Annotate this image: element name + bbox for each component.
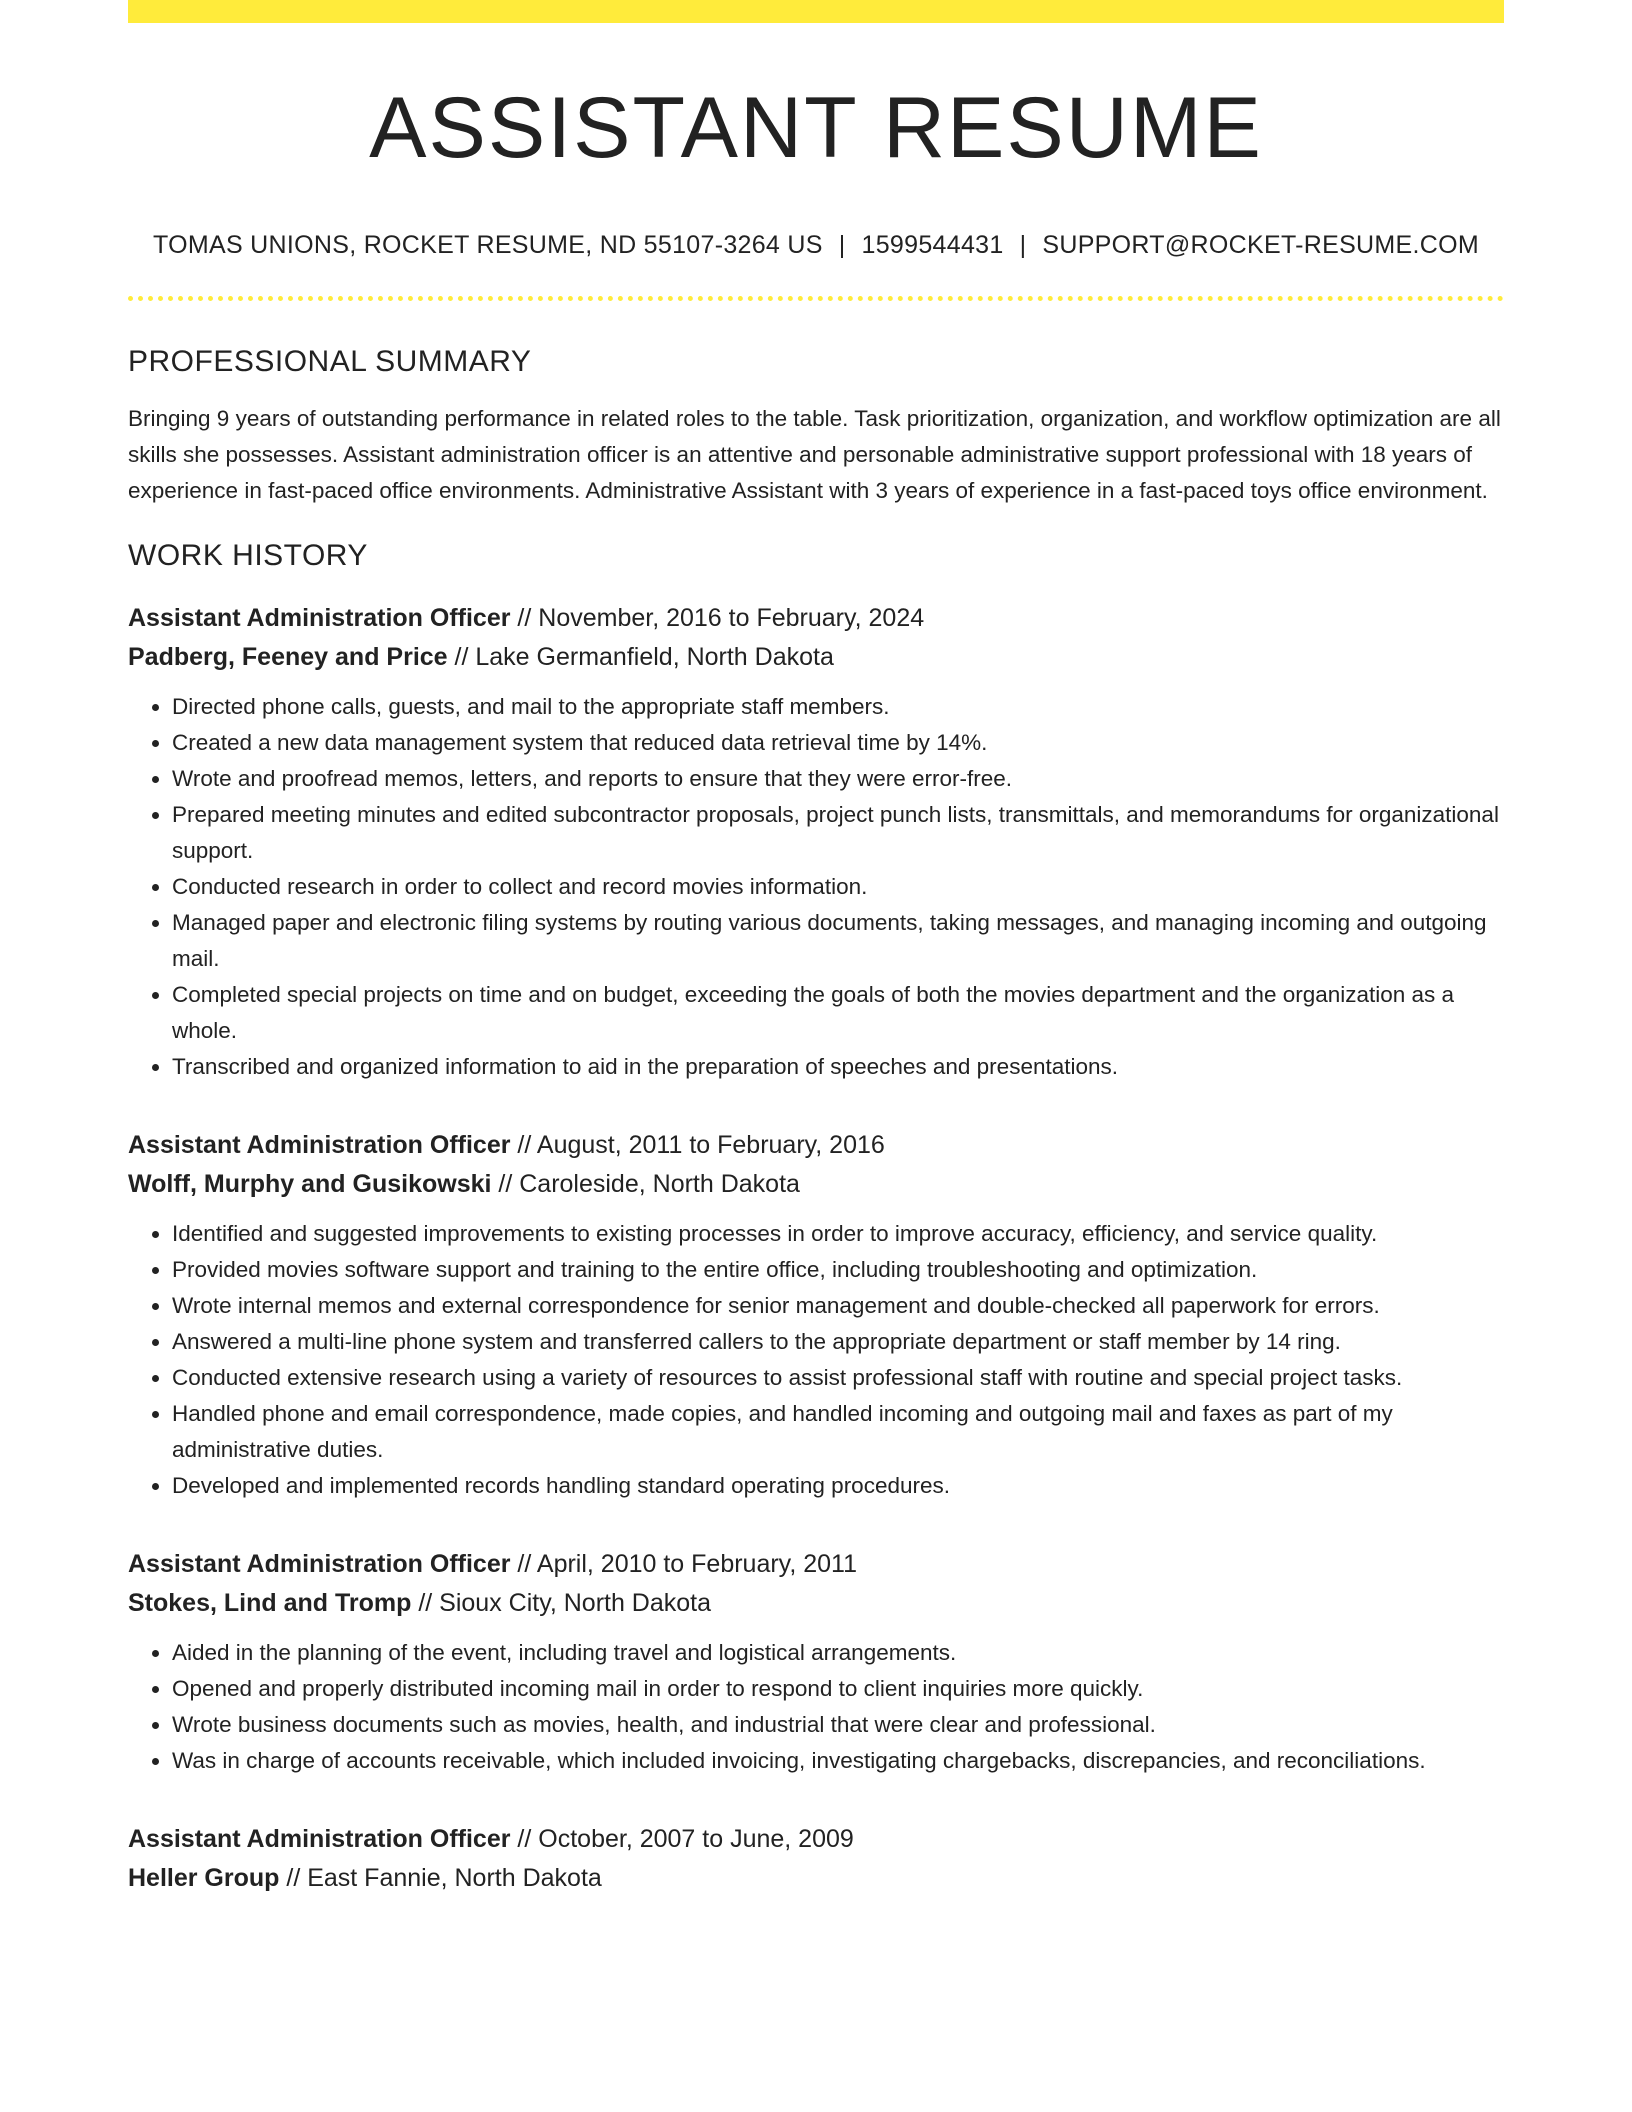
- duty-item: • Prepared meeting minutes and edited subcontractor proposals, project punch lists, transmittals, and memorandums for organizational support.: [172, 797, 1504, 869]
- job-duties-list: [128, 1216, 1504, 1504]
- duty-item: • Transcribed and organized information to aid in the preparation of speeches and presentations.: [172, 1049, 1504, 1085]
- resume-title: ASSISTANT RESUME: [369, 80, 1263, 176]
- contact-separator: |: [1019, 231, 1027, 260]
- contact-separator: |: [838, 231, 846, 260]
- work-history-heading: WORK HISTORY: [128, 539, 368, 573]
- job-title: Assistant Administration Officer: [128, 604, 511, 633]
- job-location: // Caroleside, North Dakota: [491, 1170, 800, 1199]
- job-entry: [128, 1126, 1504, 1504]
- duty-item: • Aided in the planning of the event, including travel and logistical arrangements.: [172, 1635, 1504, 1671]
- accent-top-bar: [128, 0, 1504, 23]
- job-title-line: [128, 1126, 1504, 1165]
- job-company-line: [128, 1584, 1504, 1623]
- job-company: Stokes, Lind and Tromp: [128, 1589, 412, 1618]
- job-title-line: [128, 1820, 1504, 1859]
- contact-phone: 1599544431: [861, 231, 1004, 260]
- summary-text: Bringing 9 years of outstanding performance in related roles to the table. Task prioritization, organization, and workflow optimization are all skills she possesses. Assistant administration officer is an attentive and personable administrative support professional with 18 years of experience in fast-paced office environments. Administrative Assistant with 3 years of experience in a fast-paced toys office environment.: [128, 406, 1501, 504]
- duty-item: • Wrote and proofread memos, letters, and reports to ensure that they were error-free.: [172, 761, 1504, 797]
- duty-item: • Completed special projects on time and on budget, exceeding the goals of both the movies department and the organization as a whole.: [172, 977, 1504, 1049]
- job-dates: // August, 2011 to February, 2016: [510, 1131, 885, 1160]
- job-title: Assistant Administration Officer: [128, 1825, 511, 1854]
- contact-email[interactable]: SUPPORT@ROCKET-RESUME.COM: [1042, 231, 1479, 260]
- resume-page: [128, 0, 1504, 1898]
- job-dates: // October, 2007 to June, 2009: [510, 1825, 854, 1854]
- job-title-line: [128, 1545, 1504, 1584]
- job-company: Padberg, Feeney and Price: [128, 643, 448, 672]
- summary-heading: PROFESSIONAL SUMMARY: [128, 345, 532, 379]
- duty-item: • Identified and suggested improvements to existing processes in order to improve accuracy, efficiency, and service quality.: [172, 1216, 1504, 1252]
- duty-item: • Created a new data management system that reduced data retrieval time by 14%.: [172, 725, 1504, 761]
- job-dates: // November, 2016 to February, 2024: [510, 604, 925, 633]
- dotted-divider: [128, 296, 1504, 301]
- duty-item: • Handled phone and email correspondence, made copies, and handled incoming and outgoing mail and faxes as part of my administrative duties.: [172, 1396, 1504, 1468]
- job-company-line: [128, 1165, 1504, 1204]
- job-spacer: [128, 1504, 1504, 1545]
- job-dates: // April, 2010 to February, 2011: [510, 1550, 857, 1579]
- job-location: // East Fannie, North Dakota: [279, 1864, 602, 1893]
- job-location: // Sioux City, North Dakota: [411, 1589, 712, 1618]
- duty-item: • Answered a multi-line phone system and transferred callers to the appropriate department or staff member by 14 ring.: [172, 1324, 1504, 1360]
- job-location: // Lake Germanfield, North Dakota: [447, 643, 834, 672]
- job-company-line: [128, 638, 1504, 677]
- contact-address: TOMAS UNIONS, ROCKET RESUME, ND 55107-3264 US: [153, 231, 823, 260]
- job-spacer: [128, 1085, 1504, 1126]
- job-company: Heller Group: [128, 1864, 280, 1893]
- duty-item: • Conducted research in order to collect and record movies information.: [172, 869, 1504, 905]
- job-company: Wolff, Murphy and Gusikowski: [128, 1170, 492, 1199]
- job-entry: [128, 599, 1504, 1085]
- duty-item: • Was in charge of accounts receivable, which included invoicing, investigating chargebacks, discrepancies, and reconciliations.: [172, 1743, 1504, 1779]
- duty-item: • Opened and properly distributed incoming mail in order to respond to client inquiries more quickly.: [172, 1671, 1504, 1707]
- duty-item: • Provided movies software support and training to the entire office, including troubleshooting and optimization.: [172, 1252, 1504, 1288]
- duty-item: • Managed paper and electronic filing systems by routing various documents, taking messages, and managing incoming and outgoing mail.: [172, 905, 1504, 977]
- job-title-line: [128, 599, 1504, 638]
- job-entry: [128, 1545, 1504, 1779]
- job-spacer: [128, 1779, 1504, 1820]
- job-entry: [128, 1820, 1504, 1898]
- duty-item: • Wrote internal memos and external correspondence for senior management and double-checked all paperwork for errors.: [172, 1288, 1504, 1324]
- job-duties-list: [128, 1635, 1504, 1779]
- contact-line: [128, 231, 1504, 260]
- duty-item: • Developed and implemented records handling standard operating procedures.: [172, 1468, 1504, 1504]
- job-duties-list: [128, 689, 1504, 1085]
- job-title: Assistant Administration Officer: [128, 1131, 511, 1160]
- job-company-line: [128, 1859, 1504, 1898]
- duty-item: • Wrote business documents such as movies, health, and industrial that were clear and professional.: [172, 1707, 1504, 1743]
- job-title: Assistant Administration Officer: [128, 1550, 511, 1579]
- duty-item: • Directed phone calls, guests, and mail to the appropriate staff members.: [172, 689, 1504, 725]
- duty-item: • Conducted extensive research using a variety of resources to assist professional staff with routine and special project tasks.: [172, 1360, 1504, 1396]
